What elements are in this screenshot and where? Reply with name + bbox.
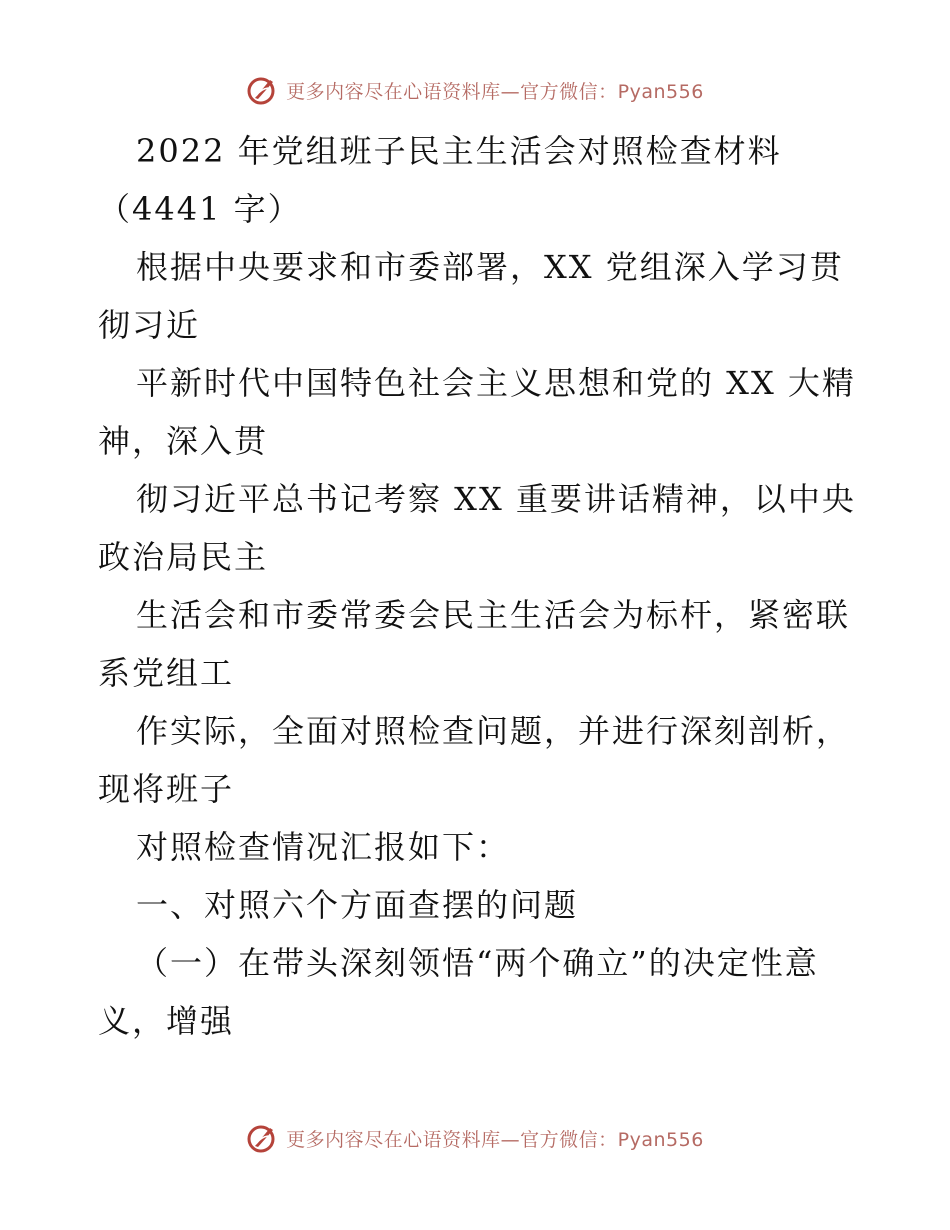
- text-line: 现将班子: [98, 770, 235, 808]
- footer-watermark: [0, 1118, 950, 1158]
- text-line: 系党组工: [98, 654, 235, 692]
- text-line: 生活会和市委常委会民主生活会为标杆，紧密联: [136, 596, 851, 634]
- watermark-text: 更多内容尽在心语资料库—官方微信：Pyan556: [286, 80, 704, 103]
- text-line: 政治局民主: [98, 538, 269, 576]
- document-title: 2022 年党组班子民主生活会对照检查材料: [136, 132, 782, 170]
- text-line: 根据中央要求和市委部署，XX 党组深入学习贯: [136, 248, 844, 286]
- watermark-text: 更多内容尽在心语资料库—官方微信：Pyan556: [286, 1128, 704, 1151]
- text-line: 平新时代中国特色社会主义思想和党的 XX 大精: [136, 364, 856, 402]
- section-heading: 一、对照六个方面查摆的问题: [136, 886, 579, 924]
- text-line: 对照检查情况汇报如下：: [136, 828, 511, 866]
- quill-logo-icon: [246, 74, 278, 106]
- quill-logo-icon: [246, 1122, 278, 1154]
- text-line: 彻习近平总书记考察 XX 重要讲话精神，以中央: [136, 480, 856, 518]
- document-body: [98, 122, 858, 1050]
- text-line: 彻习近: [98, 306, 201, 344]
- text-line: （4441 字）: [98, 190, 302, 228]
- text-line: 神，深入贯: [98, 422, 269, 460]
- subsection-heading: （一）在带头深刻领悟“两个确立”的决定性意: [136, 944, 819, 982]
- text-line: 义，增强: [98, 1002, 235, 1040]
- text-line: 作实际，全面对照检查问题，并进行深刻剖析，: [136, 712, 851, 750]
- header-watermark: [0, 70, 950, 110]
